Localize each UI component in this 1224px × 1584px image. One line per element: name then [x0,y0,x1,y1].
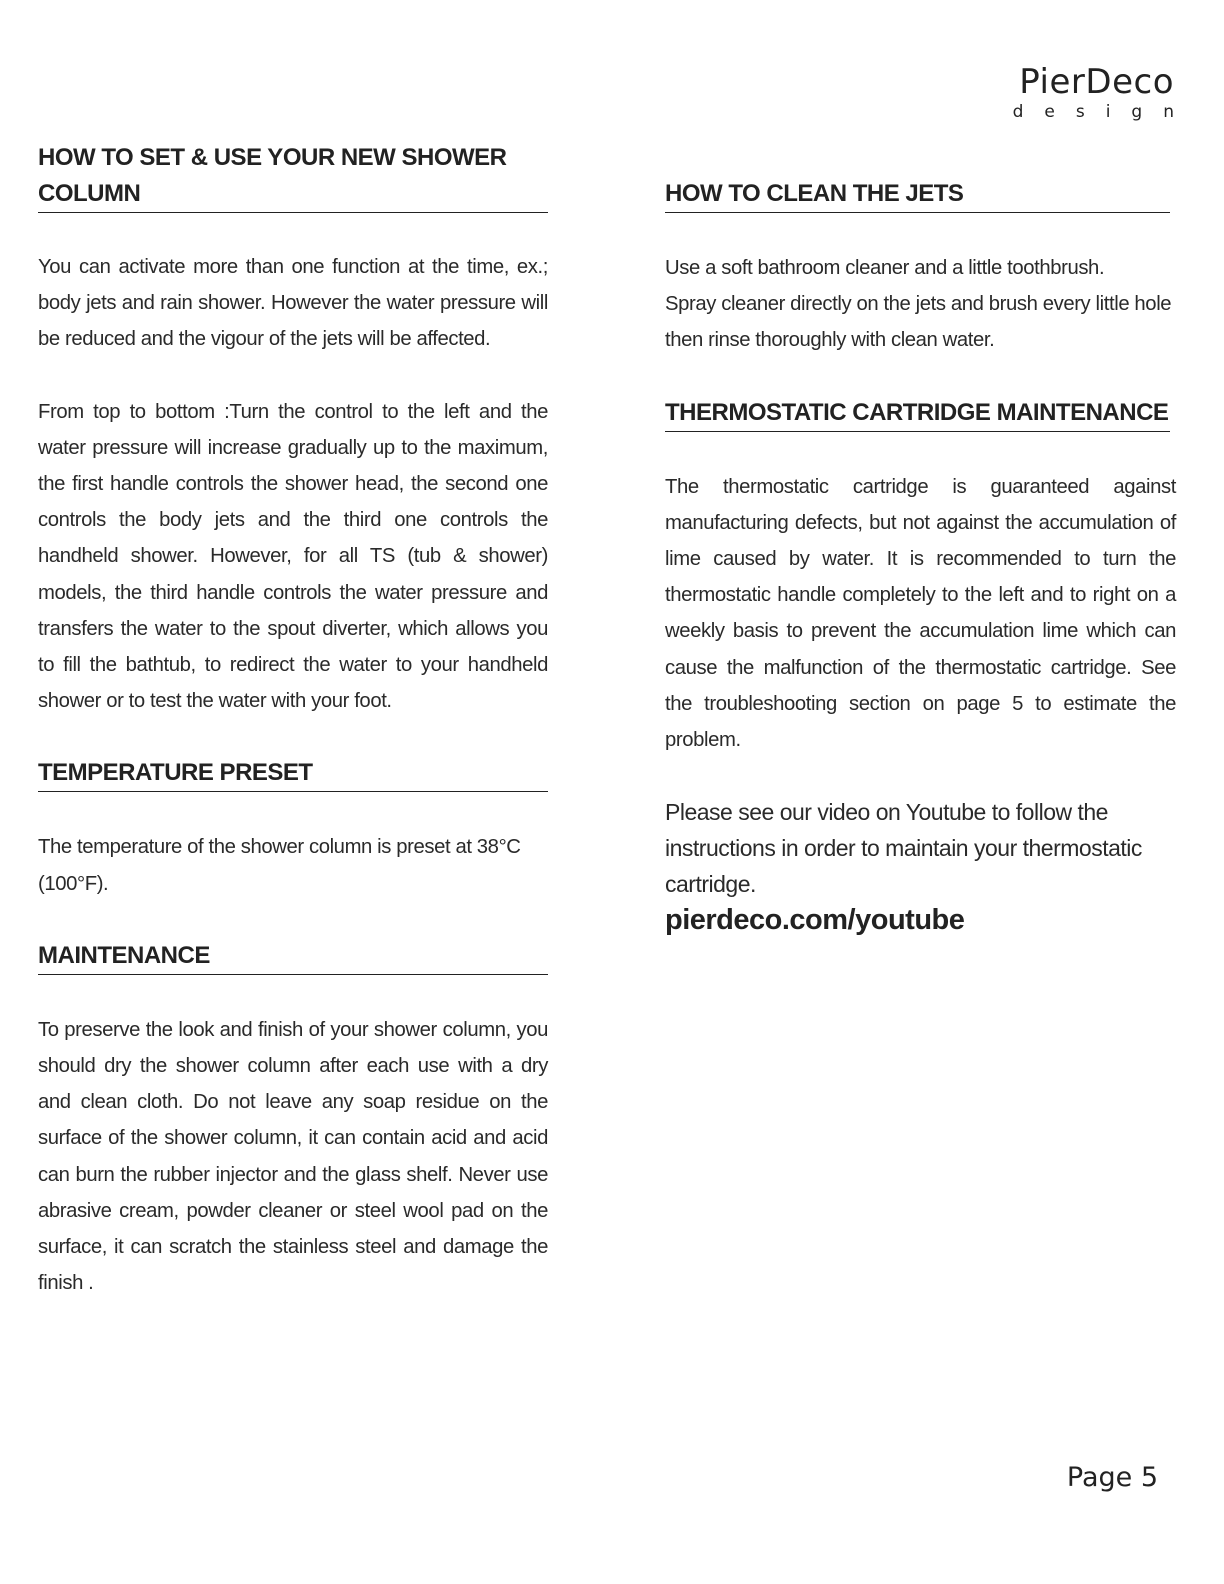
maintenance-heading-text: MAINTENANCE [38,938,548,975]
clean-jets-heading-text: HOW TO CLEAN THE JETS [665,176,1170,213]
temperature-preset-heading [38,755,548,792]
maintenance-heading [38,938,548,975]
temperature-preset-heading-text: TEMPERATURE PRESET [38,755,548,792]
thermostatic-heading-text: THERMOSTATIC CARTRIDGE MAINTENANCE [665,395,1170,432]
logo-name: PierDeco [1019,62,1174,102]
brand-logo [1012,62,1195,122]
youtube-link[interactable]: pierdeco.com/youtube [665,904,965,937]
clean-jets-heading [665,176,1170,213]
setup-heading [38,140,548,212]
thermostatic-paragraph: The thermostatic cartridge is guaranteed against manufacturing defects, but not against the accumulation of lime caused by water. It is recommended to turn the thermostatic handle completely to the left and to right on a weekly basis to prevent the accumulation lime which can cause the malfunction of the thermostatic cartridge. See the troubleshooting section on page 5 to estimate the problem. [665,475,1176,752]
youtube-instructions: Please see our video on Youtube to follow the instructions in order to maintain your thermostatic cartridge. [665,799,1142,898]
clean-jets-line-1: Use a soft bathroom cleaner and a little toothbrush. [665,257,1105,279]
maintenance-paragraph: To preserve the look and finish of your shower column, you should dry the shower column after each use with a dry and clean cloth. Do not leave any soap residue on the surface of the shower column, it can contain acid and acid can burn the rubber injector and the glass shelf. Never use abrasive cream, powder cleaner or steel wool pad on the surface, it can scratch the stainless steel and damage the finish . [38,1018,548,1295]
setup-heading-line2: COLUMN [38,176,548,213]
clean-jets-line-2: Spray cleaner directly on the jets and brush every little hole then rinse thoroughly with clean water. [665,293,1172,352]
right-column [665,176,1176,938]
setup-paragraph-1: You can activate more than one function at the time, ex.; body jets and rain shower. However the water pressure will be reduced and the vigour of the jets will be affected. [38,256,548,351]
page-number: Page 5 [1066,1462,1158,1493]
thermostatic-heading [665,395,1170,432]
left-column [38,140,548,1301]
temperature-preset-paragraph: The temperature of the shower column is preset at 38°C (100°F). [38,836,521,895]
setup-paragraph-2: From top to bottom :Turn the control to the left and the water pressure will increase gradually up to the maximum, the first handle controls the shower head, the second one controls the body jets and the third one controls the handheld shower. However, for all TS (tub & shower) models, the third handle controls the water pressure and transfers the water to the spout diverter, which allows you to fill the bathtub, to redirect the water to your handheld shower or to test the water with your foot. [38,400,548,713]
setup-heading-line1: HOW TO SET & USE YOUR NEW SHOWER [38,144,507,171]
logo-subtitle: design [1012,102,1195,122]
